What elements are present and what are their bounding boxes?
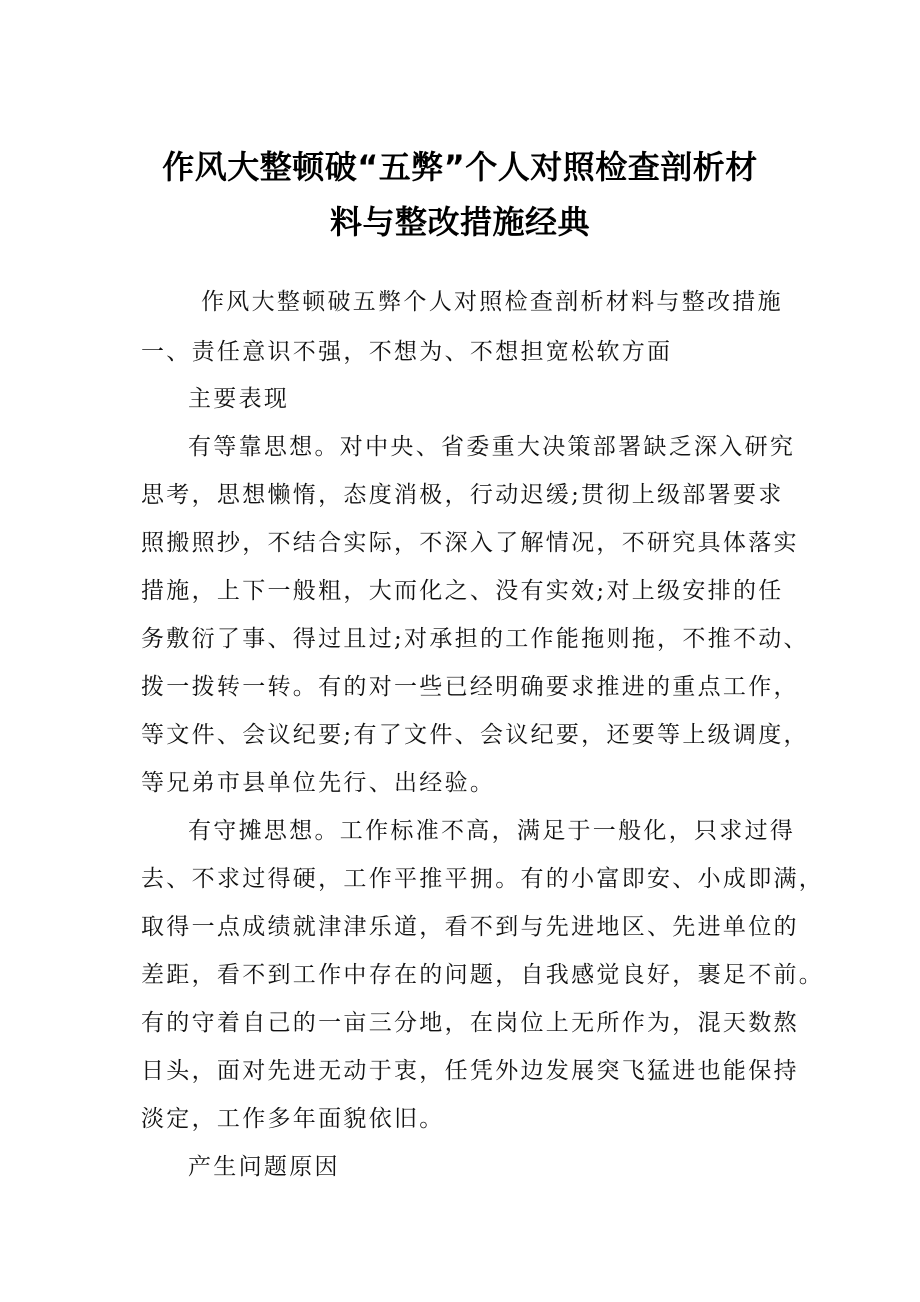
- paragraph-line: 措施，上下一般粗，大而化之、没有实效;对上级安排的任: [141, 578, 784, 604]
- paragraph-line: 等文件、会议纪要;有了文件、会议纪要，还要等上级调度，: [141, 722, 809, 748]
- paragraph-line: 有的守着自己的一亩三分地，在岗位上无所作为，混天数熬: [141, 1010, 799, 1036]
- intro-line-2: 一、责任意识不强，不想为、不想担宽松软方面: [141, 339, 673, 365]
- document-title-line-2: 料与整改措施经典: [329, 203, 590, 241]
- paragraph-line: 照搬照抄，不结合实际，不深入了解情况，不研究具体落实: [141, 530, 799, 556]
- document-title-line-1: 作风大整顿破“五弊”个人对照检查剖析材: [162, 148, 758, 186]
- paragraph-line: 有守摊思想。工作标准不高，满足于一般化，只求过得: [188, 818, 796, 844]
- paragraph-line: 差距，看不到工作中存在的问题，自我感觉良好，裹足不前。: [141, 962, 825, 988]
- paragraph-line: 去、不求过得硬，工作平推平拥。有的小富即安、小成即满，: [141, 866, 825, 892]
- heading-main-performance: 主要表现: [188, 386, 290, 412]
- paragraph-line: 拨一拨转一转。有的对一些已经明确要求推进的重点工作，: [141, 674, 799, 700]
- paragraph-line: 取得一点成绩就津津乐道，看不到与先进地区、先进单位的: [141, 914, 799, 940]
- paragraph-line: 务敷衍了事、得过且过;对承担的工作能拖则拖，不推不动、: [141, 626, 809, 652]
- intro-line-1: 作风大整顿破五弊个人对照检查剖析材料与整改措施: [201, 289, 783, 315]
- paragraph-line: 日头，面对先进无动于衷，任凭外边发展突飞猛进也能保持: [141, 1058, 799, 1084]
- paragraph-line: 淡定，工作多年面貌依旧。: [141, 1106, 445, 1132]
- paragraph-line: 有等靠思想。对中央、省委重大决策部署缺乏深入研究: [188, 434, 796, 460]
- paragraph-line: 思考，思想懒惰，态度消极，行动迟缓;贯彻上级部署要求: [141, 482, 784, 508]
- paragraph-line: 等兄弟市县单位先行、出经验。: [141, 770, 496, 796]
- heading-causes: 产生问题原因: [188, 1154, 340, 1180]
